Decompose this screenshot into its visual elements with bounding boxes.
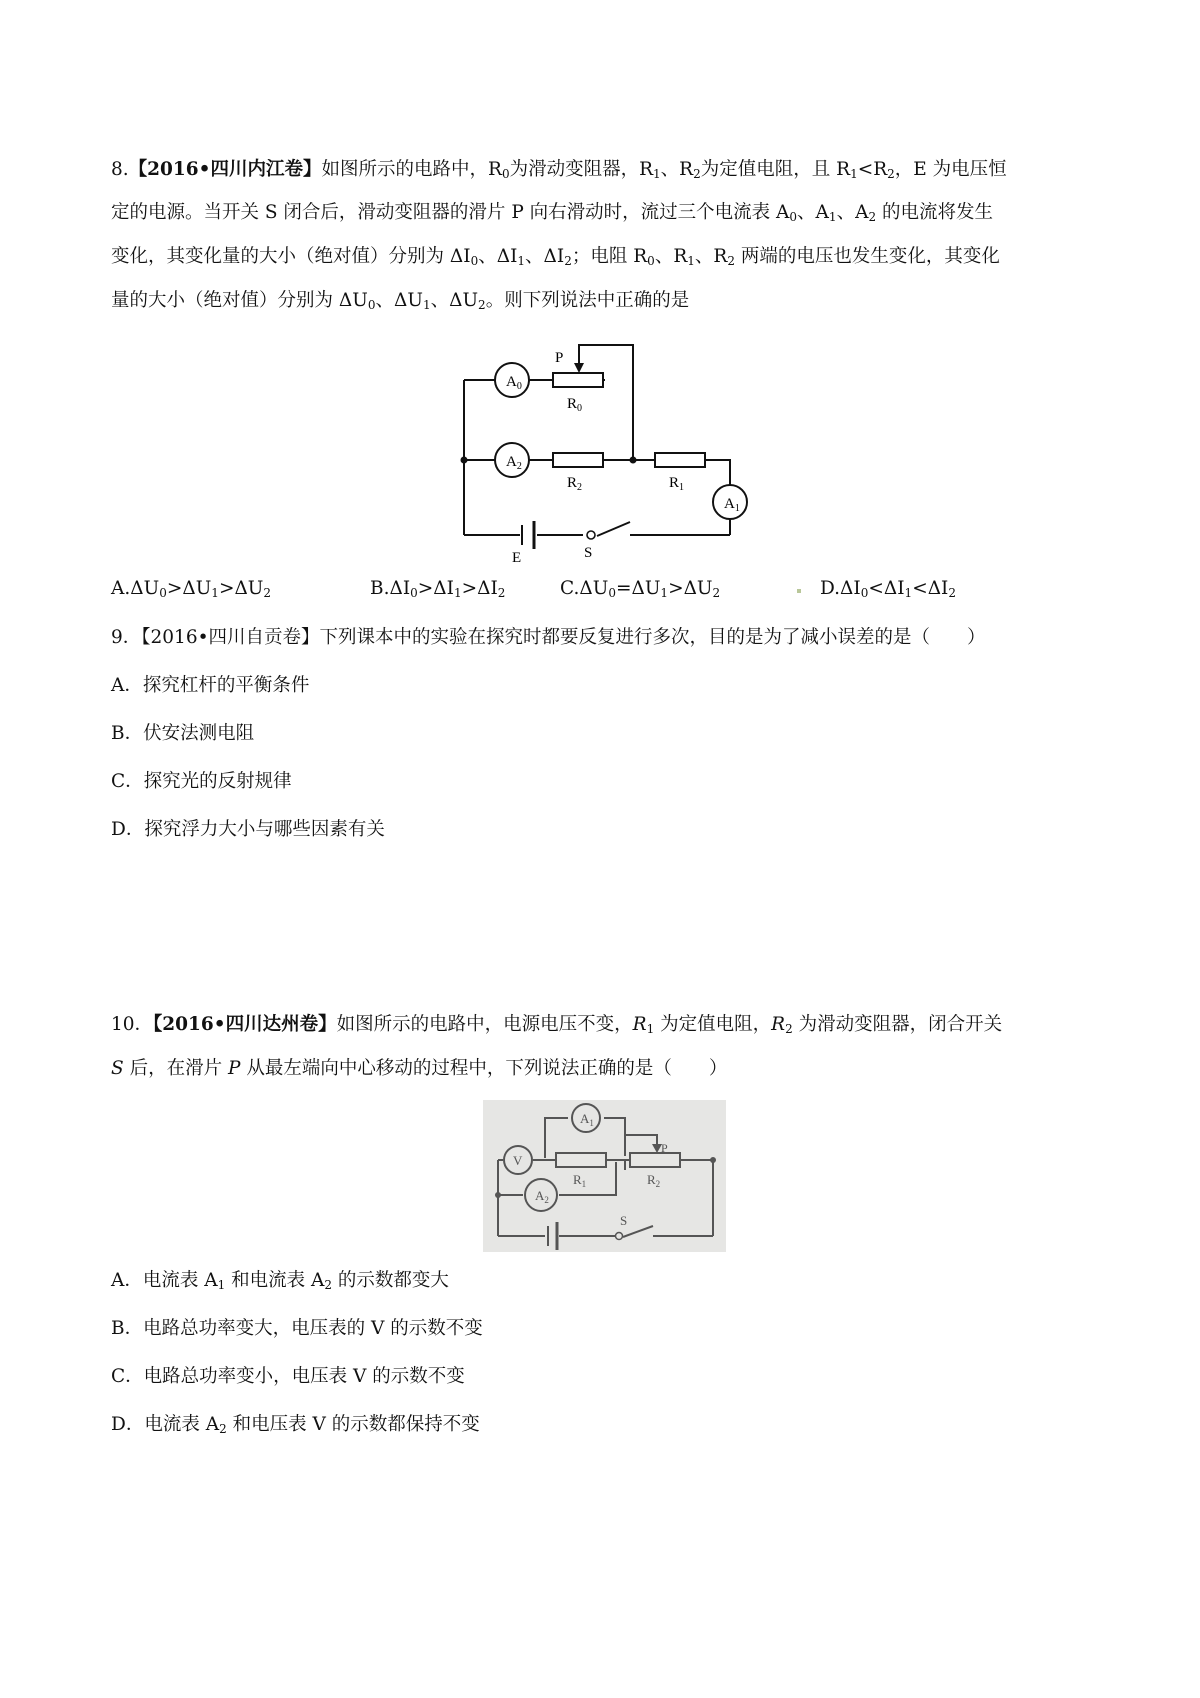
q8-option-b: $B.\Delta I_0>\Delta I_1>\Delta I_2$ [370, 578, 506, 600]
label-s: S [620, 1213, 628, 1228]
label-a0: $A_0$ [506, 374, 522, 392]
q9-stem: 9．【2016•四川自贡卷】下列课本中的实验在探究时都要反复进行多次，目的是为了减小误差的是（ ） [111, 627, 986, 648]
q10-option-a: A．电流表 $A_1$ 和电流表 $A_2$ 的示数都变大 [111, 1270, 449, 1292]
label-e: E [512, 550, 522, 565]
q9-option-c: C．探究光的反射规律 [111, 771, 292, 792]
r1-resistor [655, 453, 705, 467]
q8-option-a: $A.\Delta U_0>\Delta U_1>\Delta U_2$ [111, 578, 272, 600]
q9-option-b: B．伏安法测电阻 [111, 723, 255, 744]
stray-dot [797, 589, 801, 593]
q8-line-4: 量的大小（绝对值）分别为 $\Delta U_0$、$\Delta U_1$、$\Delta U_2$。则下列说法中正确的是 [111, 290, 690, 312]
q10-option-b: B．电路总功率变大，电压表的 V 的示数不变 [111, 1318, 483, 1339]
label-a1: $A_1$ [724, 496, 740, 514]
q8-circuit-diagram [455, 335, 755, 569]
q8-line-2: 定的电源。当开关 S 闭合后，滑动变阻器的滑片 P 向右滑动时，流过三个电流表 $A_0$、$A_1$、$A_2$ 的电流将发生 [111, 202, 993, 224]
label-r1: $R_1$ [669, 475, 685, 493]
q10-line-1: 10．【2016•四川达州卷】如图所示的电路中，电源电压不变，$R_1$ 为定值电阻，$R_2$ 为滑动变阻器，闭合开关 [111, 1014, 1003, 1036]
q8-line-1: 8.【2016•四川内江卷】如图所示的电路中，$R_0$为滑动变阻器，$R_1$、$R_2$为定值电阻，且 $R_1<R_2$，E 为电压恒 [111, 159, 1007, 181]
q10-circuit-diagram [483, 1100, 726, 1256]
label-s: S [584, 545, 593, 561]
r1-resistor [556, 1153, 606, 1167]
label-r2: $R_2$ [647, 1172, 661, 1189]
q10-line-2: S 后，在滑片 P 从最左端向中心移动的过程中，下列说法正确的是（ ） [111, 1058, 728, 1079]
label-r0: $R_0$ [567, 396, 583, 414]
q8-line-3: 变化，其变化量的大小（绝对值）分别为 $\Delta I_0$、$\Delta I_1$、$\Delta I_2$；电阻 $R_0$、$R_1$、$R_2$ 两端的电压也发生变化，其变化 [111, 246, 1000, 268]
label-a2: $A_2$ [535, 1188, 549, 1205]
q8-option-c: $C.\Delta U_0=\Delta U_1>\Delta U_2$ [560, 578, 721, 600]
q9-option-a: A．探究杠杆的平衡条件 [111, 675, 310, 696]
r2-resistor [553, 453, 603, 467]
q9-option-d: D．探究浮力大小与哪些因素有关 [111, 819, 385, 840]
q8-option-d: $D.\Delta I_0<\Delta I_1<\Delta I_2$ [820, 578, 956, 600]
label-a2: $A_2$ [506, 454, 522, 472]
label-a1: $A_1$ [580, 1111, 594, 1128]
label-r2: $R_2$ [567, 475, 583, 493]
label-p: P [555, 350, 564, 366]
q10-option-c: C．电路总功率变小，电压表 V 的示数不变 [111, 1366, 465, 1387]
q10-option-d: D．电流表 $A_2$ 和电压表 V 的示数都保持不变 [111, 1414, 480, 1436]
r0-resistor [553, 373, 603, 387]
r2-resistor [630, 1153, 680, 1167]
label-v: V [513, 1153, 523, 1168]
label-p: P [661, 1141, 668, 1155]
label-r1: $R_1$ [573, 1172, 587, 1189]
